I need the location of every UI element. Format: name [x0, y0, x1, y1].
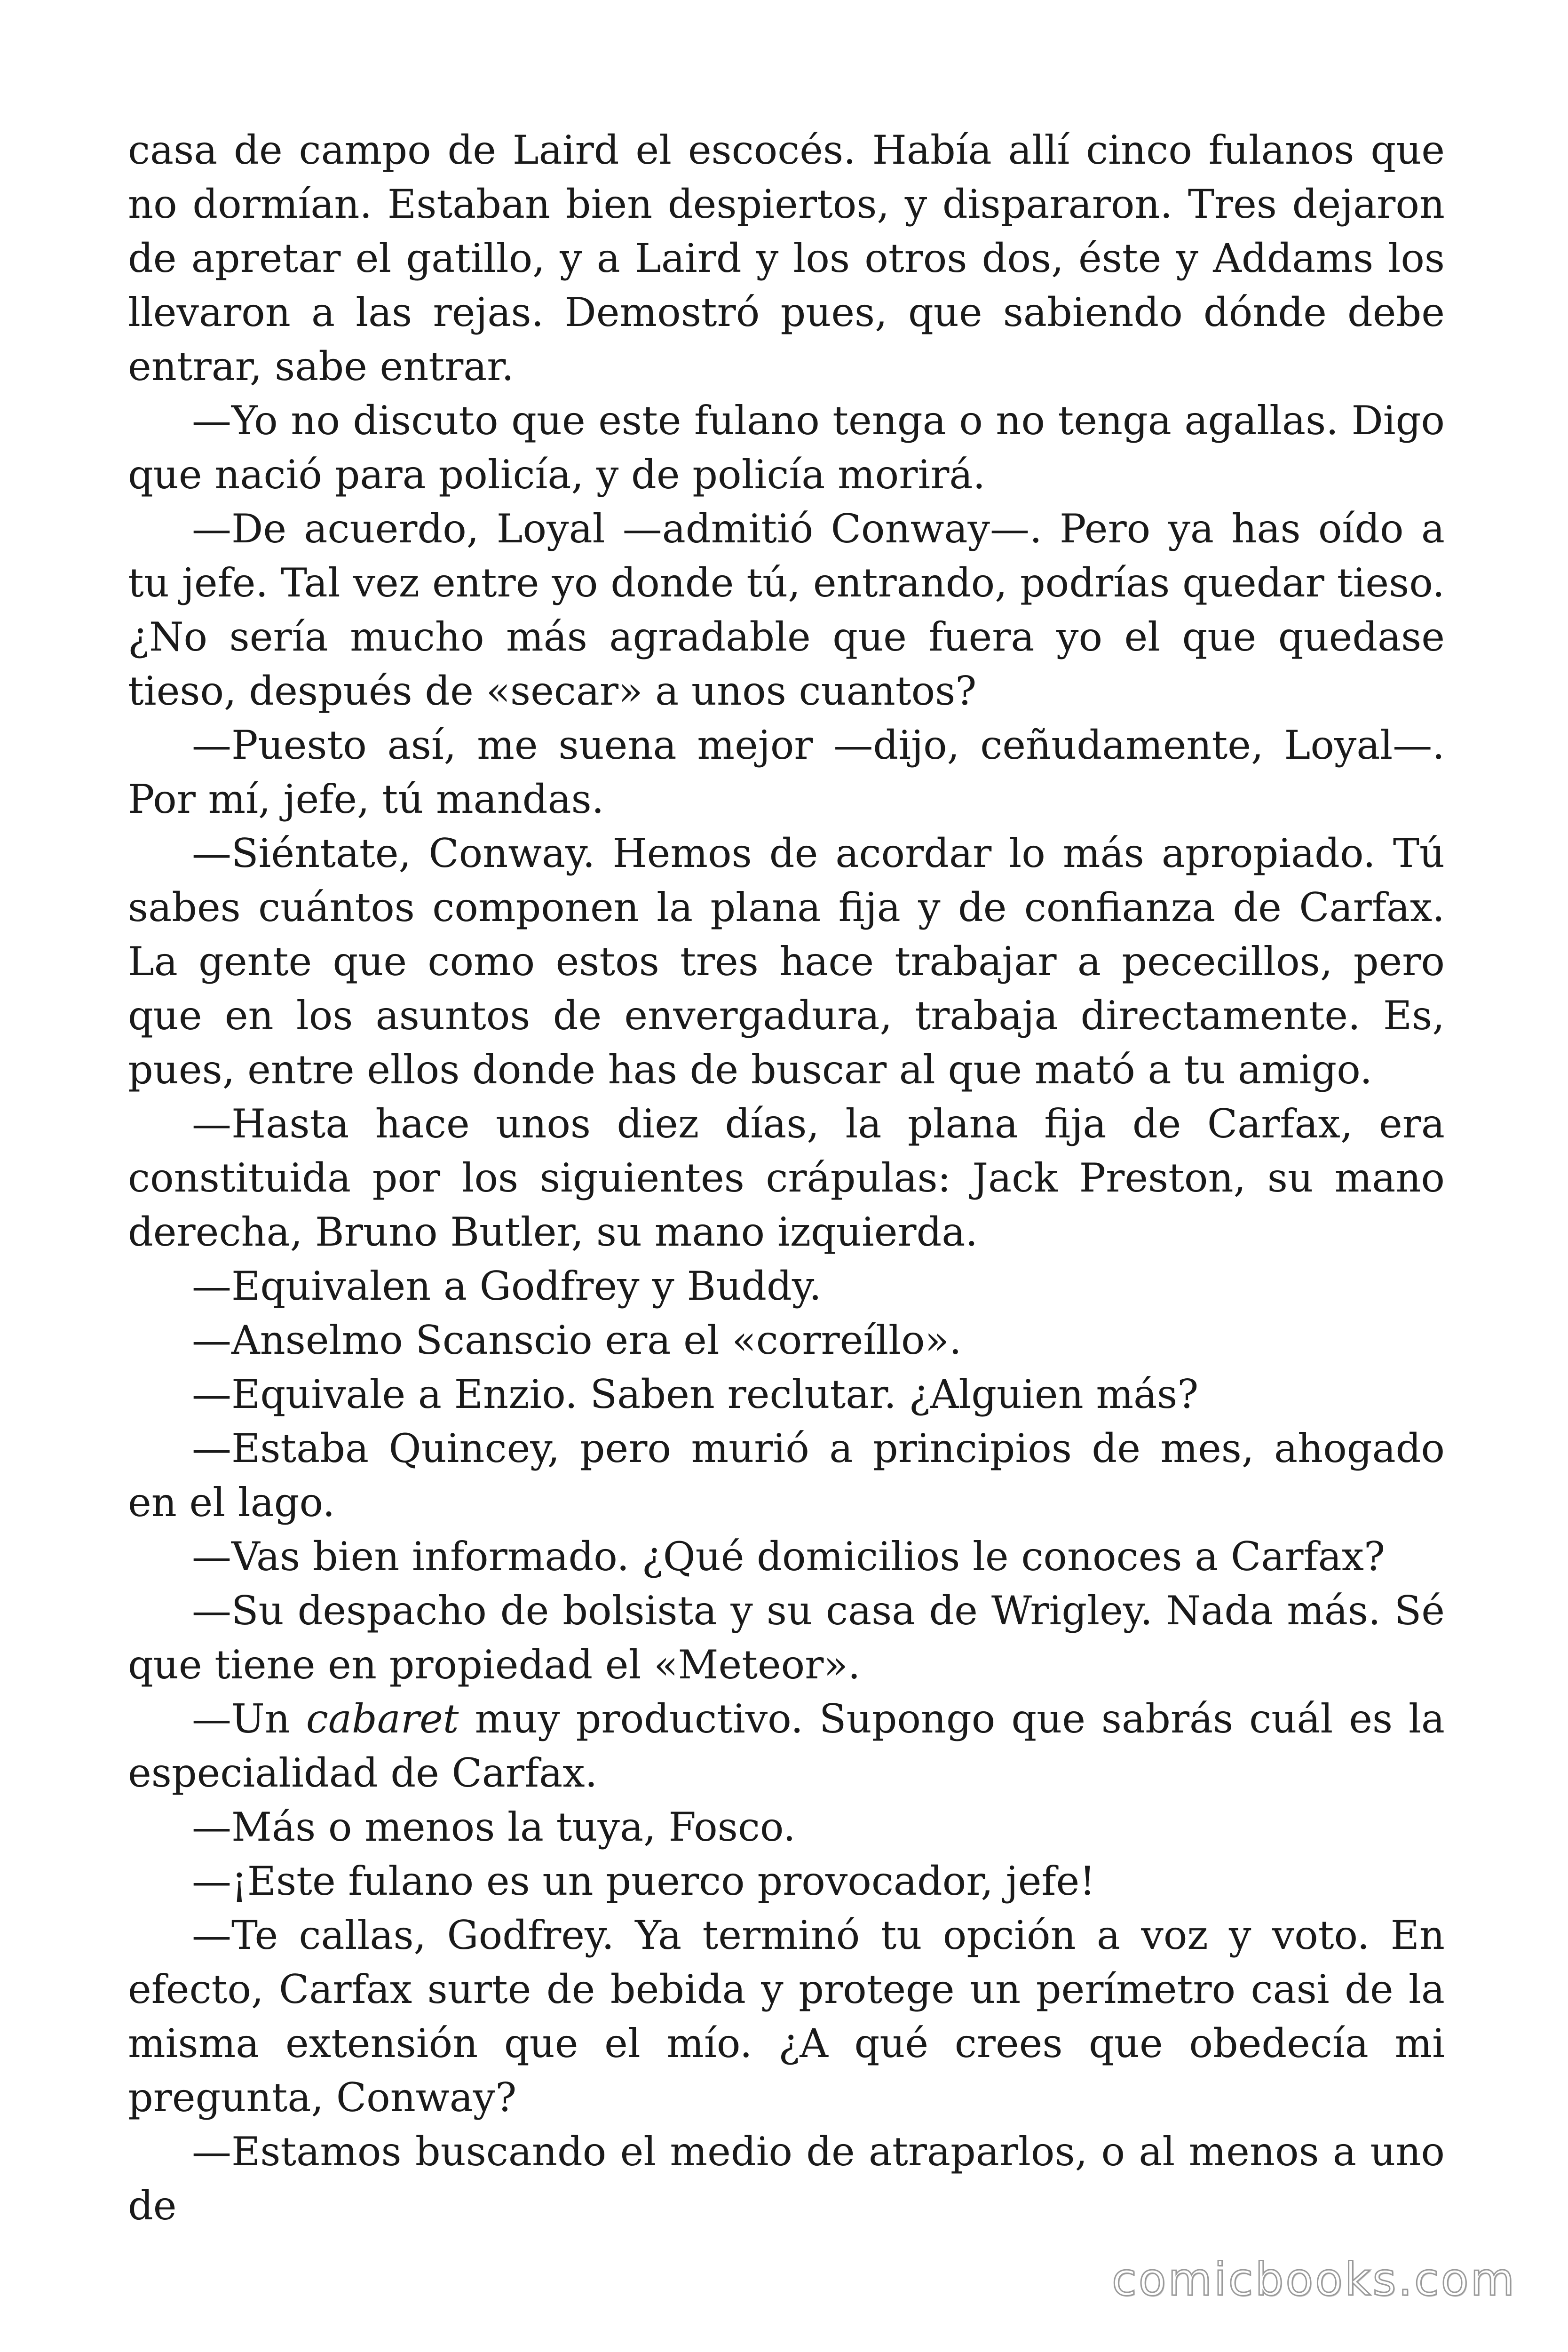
- paragraph: —Su despacho de bolsista y su casa de Wrigley. Nada más. Sé que tiene en propiedad el «Meteor».: [128, 1588, 1445, 1688]
- paragraph: —Anselmo Scanscio era el «correíllo».: [192, 1317, 962, 1363]
- watermark-logo: comicbooks.com: [1111, 2253, 1516, 2306]
- paragraph: —Equivale a Enzio. Saben reclutar. ¿Alguien más?: [192, 1371, 1199, 1417]
- paragraph: —Equivalen a Godfrey y Buddy.: [192, 1263, 822, 1309]
- paragraph: casa de campo de Laird el escocés. Había allí cinco fulanos que no dormían. Estaban bien despiertos, y dispararon. Tres dejaron de apretar el gatillo, y a Laird y los otros dos, éste y Addams los llevaron a las rejas. Demostró pues, que sabiendo dónde debe entrar, sabe entrar.: [128, 127, 1445, 389]
- page-text-body: [128, 123, 1445, 2233]
- paragraph: —Estaba Quincey, pero murió a principios de mes, ahogado en el lago.: [128, 1425, 1445, 1526]
- paragraph-text-end: muy productivo. Supongo que sabrás cuál es la especialidad de Carfax.: [128, 1696, 1445, 1796]
- paragraph: —Puesto así, me suena mejor —dijo, ceñudamente, Loyal—. Por mí, jefe, tú mandas.: [128, 722, 1445, 822]
- paragraph: —Siéntate, Conway. Hemos de acordar lo más apropiado. Tú sabes cuántos componen la plana fija y de confianza de Carfax. La gente que como estos tres hace trabajar a pececillos, pero que en los asuntos de envergadura, trabaja directamente. Es, pues, entre ellos donde has de buscar al que mató a tu amigo.: [128, 830, 1445, 1093]
- paragraph: —¡Este fulano es un puerco provocador, jefe!: [192, 1858, 1095, 1904]
- paragraph-text-start: —Un: [192, 1696, 306, 1742]
- paragraph: [128, 1692, 1445, 1800]
- paragraph: —Más o menos la tuya, Fosco.: [192, 1804, 796, 1850]
- paragraph: —De acuerdo, Loyal —admitió Conway—. Pero ya has oído a tu jefe. Tal vez entre yo donde tú, entrando, podrías quedar tieso. ¿No sería mucho más agradable que fuera yo el que quedase tieso, después de «secar» a unos cuantos?: [128, 506, 1445, 714]
- paragraph: —Te callas, Godfrey. Ya terminó tu opción a voz y voto. En efecto, Carfax surte de bebida y protege un perímetro casi de la misma extensión que el mío. ¿A qué crees que obedecía mi pregunta, Conway?: [128, 1912, 1445, 2121]
- paragraph: —Vas bien informado. ¿Qué domicilios le conoces a Carfax?: [192, 1534, 1386, 1580]
- paragraph: —Yo no discuto que este fulano tenga o no tenga agallas. Digo que nació para policía, y de policía morirá.: [128, 397, 1445, 498]
- italic-word: cabaret: [306, 1696, 459, 1742]
- paragraph: —Estamos buscando el medio de atraparlos, o al menos a uno de: [128, 2129, 1445, 2229]
- paragraph: —Hasta hace unos diez días, la plana fija de Carfax, era constituida por los siguientes crápulas: Jack Preston, su mano derecha, Bruno Butler, su mano izquierda.: [128, 1101, 1445, 1255]
